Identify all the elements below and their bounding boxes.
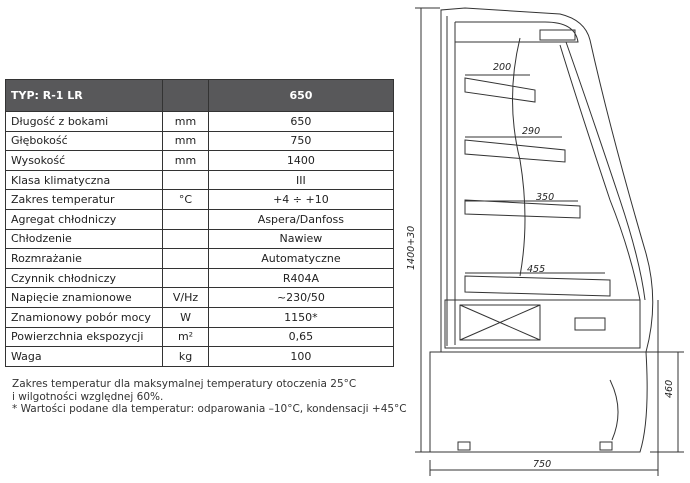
spec-value: 1400 [208, 151, 393, 171]
note-line-3: * Wartości podane dla temperatur: odparowania –10°C, kondensacji +45°C [12, 403, 407, 415]
spec-row [6, 170, 394, 190]
note-line-1: Zakres temperatur dla maksymalnej temperatury otoczenia 25°C [12, 378, 357, 390]
spec-row [6, 151, 394, 171]
spec-unit: mm [163, 151, 209, 171]
spec-value: Automatyczne [208, 249, 393, 269]
spec-label: Długość z bokami [6, 112, 163, 132]
spec-label: Napięcie znamionowe [6, 288, 163, 308]
spec-value: R404A [208, 268, 393, 288]
spec-row [6, 249, 394, 269]
spec-label: Chłodzenie [6, 229, 163, 249]
spec-unit: W [163, 307, 209, 327]
spec-row [6, 307, 394, 327]
spec-unit: °C [163, 190, 209, 210]
shelf-2 [465, 140, 565, 162]
spec-row [6, 327, 394, 347]
spec-table-header [6, 80, 394, 112]
dimension-base-height: 460 [664, 379, 675, 398]
dimension-depth: 750 [533, 459, 552, 470]
notes [12, 378, 407, 416]
spec-label: Zakres temperatur [6, 190, 163, 210]
spec-row [6, 288, 394, 308]
spec-unit: mm [163, 131, 209, 151]
spec-label: Agregat chłodniczy [6, 209, 163, 229]
spec-unit [163, 229, 209, 249]
spec-value: 0,65 [208, 327, 393, 347]
spec-value: Aspera/Danfoss [208, 209, 393, 229]
shelf-depth-200: 200 [493, 62, 512, 73]
spec-unit [163, 170, 209, 190]
spec-row [6, 347, 394, 367]
header-type-label: TYP: R-1 LR [6, 80, 163, 112]
spec-value: 650 [208, 112, 393, 132]
spec-value: Nawiew [208, 229, 393, 249]
spec-value: 100 [208, 347, 393, 367]
shelf-depth-350: 350 [536, 192, 555, 203]
spec-label: Waga [6, 347, 163, 367]
spec-value: 1150* [208, 307, 393, 327]
spec-value: +4 ÷ +10 [208, 190, 393, 210]
note-line-2: i wilgotności względnej 60%. [12, 390, 164, 403]
spec-value: III [208, 170, 393, 190]
technical-drawing [395, 0, 690, 483]
spec-value: ~230/50 [208, 288, 393, 308]
spec-label: Wysokość [6, 151, 163, 171]
spec-row [6, 229, 394, 249]
spec-unit [163, 209, 209, 229]
spec-table [5, 79, 394, 367]
shelf-depth-290: 290 [522, 126, 541, 137]
spec-unit [163, 249, 209, 269]
spec-label: Powierzchnia ekspozycji [6, 327, 163, 347]
spec-value: 750 [208, 131, 393, 151]
spec-row [6, 209, 394, 229]
spec-row [6, 112, 394, 132]
shelf-3 [465, 200, 580, 218]
spec-row [6, 190, 394, 210]
shelf-4 [465, 276, 610, 296]
compressor-compartment [445, 300, 640, 348]
spec-label: Klasa klimatyczna [6, 170, 163, 190]
spec-label: Czynnik chłodniczy [6, 268, 163, 288]
shelf-depth-455: 455 [527, 264, 546, 275]
header-unit-cell [163, 80, 209, 112]
shelf-1 [465, 78, 535, 102]
spec-row [6, 131, 394, 151]
spec-unit: m² [163, 327, 209, 347]
cabinet-outline [430, 8, 653, 452]
header-model-value: 650 [208, 80, 393, 112]
spec-row [6, 268, 394, 288]
spec-label: Znamionowy pobór mocy [6, 307, 163, 327]
spec-label: Głębokość [6, 131, 163, 151]
spec-unit: mm [163, 112, 209, 132]
spec-unit: V/Hz [163, 288, 209, 308]
dimension-total-height: 1400+30 [406, 225, 417, 270]
spec-unit: kg [163, 347, 209, 367]
spec-unit [163, 268, 209, 288]
spec-label: Rozmrażanie [6, 249, 163, 269]
